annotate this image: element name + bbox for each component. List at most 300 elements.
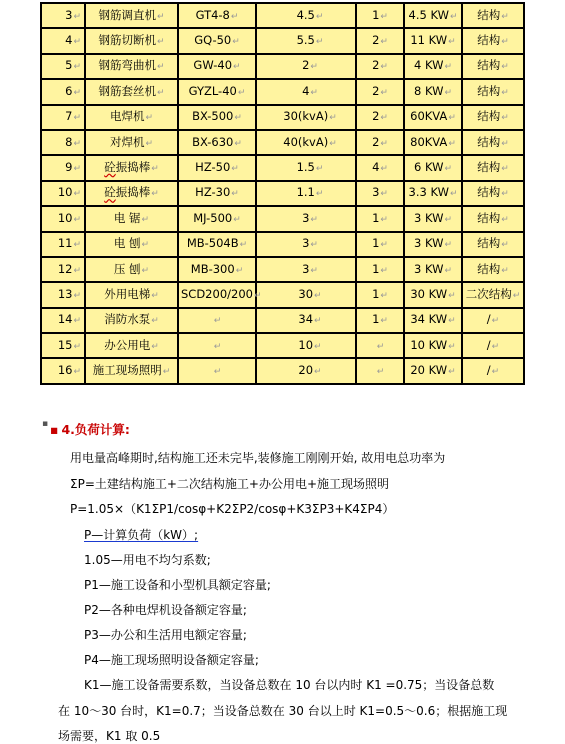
cell-equipment-name — [85, 54, 178, 79]
paragraph-mark-icon: ↵ — [73, 11, 81, 22]
table-row — [41, 282, 524, 307]
cell-equipment-name-text: 钢筋切断机 — [98, 33, 156, 48]
cell-number-text: 9 — [65, 160, 73, 175]
cell-equipment-name — [85, 181, 178, 206]
definition-k1-line2: 在 10～30 台时，K1=0.7；当设备总数在 30 台以上时 K1=0.5～0.6；根据施工现 — [58, 704, 508, 718]
cell-total-power-text: 8 KW — [413, 83, 444, 98]
paragraph-mark-icon: ↵ — [380, 240, 388, 251]
cell-number — [41, 308, 85, 333]
cell-quantity-text: 1 — [372, 312, 380, 327]
table-row — [41, 54, 524, 79]
cell-quantity — [356, 3, 404, 28]
paragraph-mark-icon: ↵ — [162, 367, 171, 378]
equipment-table — [40, 2, 525, 385]
paragraph-mark-icon: ↵ — [310, 214, 318, 225]
cell-equipment-name — [85, 79, 178, 104]
cell-quantity — [356, 358, 404, 383]
paragraph-mark-icon: ↵ — [501, 240, 509, 251]
cell-usage — [462, 28, 524, 53]
cell-rated-power-text: 3 — [302, 236, 310, 251]
paragraph-mark-icon: ↵ — [491, 341, 500, 352]
cell-number-text: 13 — [57, 286, 73, 301]
cell-rated-power — [256, 28, 356, 53]
paragraph-mark-icon: ↵ — [156, 87, 165, 98]
cell-usage — [462, 3, 524, 28]
cell-total-power-text: 80KVA — [410, 134, 448, 149]
cell-quantity-text: 2 — [372, 58, 380, 73]
cell-total-power — [404, 54, 462, 79]
paragraph-mark-icon: ↵ — [233, 62, 241, 73]
cell-number — [41, 358, 85, 383]
paragraph-mark-icon: ↵ — [376, 341, 385, 352]
cell-quantity — [356, 79, 404, 104]
cell-quantity-text: 2 — [372, 33, 380, 48]
cell-total-power — [404, 105, 462, 130]
paragraph-mark-icon: ↵ — [156, 11, 165, 22]
table-row — [41, 3, 524, 28]
cell-model — [178, 333, 256, 358]
paragraph-mark-icon: ↵ — [315, 37, 324, 48]
paragraph-mark-icon: ↵ — [73, 341, 81, 352]
table-row — [41, 232, 524, 257]
cell-total-power — [404, 79, 462, 104]
equipment-table-body — [41, 3, 524, 384]
cell-rated-power — [256, 232, 356, 257]
definition-k1-line3: 场需要，K1 取 0.5 — [58, 729, 161, 743]
cell-equipment-name-text: 砼振捣棒 — [104, 185, 151, 200]
paragraph-mark-icon: ↵ — [73, 138, 81, 149]
cell-usage-text: / — [486, 363, 491, 378]
cell-model — [178, 105, 256, 130]
paragraph-mark-icon: ↵ — [329, 138, 337, 149]
paragraph-mark-icon: ↵ — [232, 37, 240, 48]
paragraph-mark-icon: ↵ — [213, 316, 222, 327]
paragraph-mark-icon: ↵ — [448, 138, 456, 149]
cell-quantity — [356, 308, 404, 333]
cell-total-power — [404, 257, 462, 282]
cell-rated-power-text: 3 — [302, 210, 310, 225]
paragraph-mark-icon: ↵ — [231, 189, 239, 200]
cell-model — [178, 3, 256, 28]
cell-rated-power — [253, 282, 356, 307]
paragraph-mark-icon: ↵ — [380, 290, 388, 301]
paragraph-mark-icon: ↵ — [73, 62, 81, 73]
paragraph-mark-icon: ↵ — [310, 240, 318, 251]
definition-p3: P3—办公和生活用电额定容量; — [84, 628, 247, 642]
cell-quantity-text: 1 — [372, 7, 380, 22]
cell-model-text: GYZL-40 — [188, 83, 237, 98]
cell-model — [178, 54, 256, 79]
cell-total-power-text: 10 KW — [410, 337, 448, 352]
cell-usage — [462, 232, 524, 257]
cell-equipment-name-text: 外用电梯 — [104, 286, 151, 301]
paragraph-mark-icon: ↵ — [380, 164, 388, 175]
paragraph-mark-icon: ↵ — [380, 87, 388, 98]
paragraph-mark-icon: ↵ — [73, 290, 81, 301]
cell-usage-text: 结构 — [477, 160, 501, 175]
cell-quantity-text: 2 — [372, 134, 380, 149]
paragraph-mark-icon: ↵ — [315, 164, 324, 175]
paragraph-mark-icon: ↵ — [151, 341, 159, 352]
section-title: 4.负荷计算: — [61, 422, 130, 437]
paragraph-mark-icon: ↵ — [253, 290, 262, 301]
paragraph-mark-icon: ↵ — [501, 164, 509, 175]
cell-rated-power-text: 1.1 — [296, 185, 315, 200]
cell-number-text: 16 — [57, 363, 73, 378]
cell-number-text: 6 — [65, 83, 73, 98]
paragraph-mark-icon: ↵ — [73, 189, 81, 200]
table-row — [41, 28, 524, 53]
table-row — [41, 308, 524, 333]
cell-rated-power-text: 2 — [302, 58, 310, 73]
paragraph-mark-icon: ↵ — [380, 62, 388, 73]
cell-number-text: 8 — [65, 134, 73, 149]
cell-equipment-name-text: 办公用电 — [104, 337, 151, 352]
paragraph-mark-icon: ↵ — [444, 87, 453, 98]
cell-equipment-name — [85, 206, 178, 231]
cell-total-power — [404, 28, 462, 53]
table-row — [41, 206, 524, 231]
paragraph-mark-icon: ↵ — [380, 37, 388, 48]
paragraph-mark-icon: ↵ — [73, 87, 81, 98]
paragraph-mark-icon: ↵ — [239, 240, 248, 251]
cell-quantity — [356, 181, 404, 206]
cell-model — [178, 79, 256, 104]
cell-usage-text: 结构 — [477, 134, 501, 149]
paragraph-mark-icon: ↵ — [501, 189, 509, 200]
paragraph-mark-icon: ↵ — [310, 265, 318, 276]
cell-model-text: HZ-30 — [195, 185, 231, 200]
definition-coefficient: 1.05—用电不均匀系数; — [84, 553, 211, 567]
cell-number — [41, 130, 85, 155]
paragraph-mark-icon: ↵ — [145, 138, 154, 149]
cell-quantity — [356, 333, 404, 358]
cell-number — [41, 181, 85, 206]
paragraph-mark-icon: ↵ — [501, 113, 509, 124]
table-row — [41, 181, 524, 206]
cell-usage — [462, 257, 524, 282]
paragraph-mark-icon: ↵ — [380, 11, 388, 22]
cell-model — [178, 232, 256, 257]
cell-usage — [462, 206, 524, 231]
cell-number-text: 15 — [57, 337, 73, 352]
paragraph-mark-icon: ↵ — [444, 62, 453, 73]
cell-total-power-text: 3 KW — [413, 210, 444, 225]
paragraph-mark-icon: ↵ — [151, 164, 159, 175]
cell-usage-text: 结构 — [477, 210, 501, 225]
paragraph-mark-icon: ↵ — [501, 138, 509, 149]
cell-rated-power-text: 4 — [302, 83, 310, 98]
cell-model-text: GQ-50 — [194, 33, 232, 48]
paragraph-mark-icon: ↵ — [448, 113, 456, 124]
cell-rated-power-text: 5.5 — [296, 33, 315, 48]
cell-usage-text: 结构 — [477, 58, 501, 73]
cell-quantity — [356, 206, 404, 231]
paragraph-mark-icon: ↵ — [314, 316, 322, 327]
cell-quantity-text: 1 — [372, 286, 380, 301]
paragraph-sum-formula: ΣP=土建结构施工+二次结构施工+办公用电+施工现场照明 — [70, 477, 390, 491]
cell-equipment-name-text: 压 刨 — [113, 261, 141, 276]
paragraph-mark-icon: ↵ — [444, 265, 453, 276]
cell-number — [41, 54, 85, 79]
cell-total-power — [404, 206, 462, 231]
paragraph-mark-icon: ↵ — [501, 11, 509, 22]
cell-number — [41, 79, 85, 104]
paragraph-mark-icon: ↵ — [501, 214, 509, 225]
cell-quantity — [356, 130, 404, 155]
cell-equipment-name — [85, 155, 178, 180]
paragraph-mark-icon: ↵ — [233, 214, 241, 225]
paragraph-mark-icon: ↵ — [448, 367, 456, 378]
cell-total-power-text: 34 KW — [410, 312, 448, 327]
cell-rated-power — [256, 105, 356, 130]
cell-quantity-text: 4 — [372, 160, 380, 175]
cell-quantity — [356, 257, 404, 282]
paragraph-peak-load: 用电量高峰期时,结构施工还未完毕,装修施工刚刚开始, 故用电总功率为 — [70, 451, 446, 465]
cell-total-power — [404, 333, 462, 358]
paragraph-mark-icon: ↵ — [151, 290, 159, 301]
table-row — [41, 155, 524, 180]
paragraph-mark-icon: ↵ — [449, 189, 458, 200]
cell-number-text: 5 — [65, 58, 73, 73]
definition-p: P—计算负荷（kW）; — [84, 528, 199, 542]
cell-number-text: 10 — [57, 210, 73, 225]
paragraph-mark-icon: ↵ — [73, 37, 81, 48]
table-row — [41, 333, 524, 358]
cell-usage — [462, 333, 524, 358]
cell-number-text: 10 — [57, 185, 73, 200]
paragraph-mark-icon: ↵ — [231, 164, 239, 175]
cell-rated-power-text: 20 — [298, 363, 314, 378]
cell-equipment-name-text: 对焊机 — [109, 134, 145, 149]
paragraph-mark-icon: ↵ — [73, 164, 81, 175]
cell-rated-power — [256, 130, 356, 155]
cell-number-text: 3 — [65, 7, 73, 22]
cell-usage-text: / — [486, 312, 491, 327]
cell-equipment-name-text: 消防水泵 — [104, 312, 151, 327]
cell-model-text: SCD200/200 — [181, 286, 253, 301]
cell-model — [178, 28, 256, 53]
paragraph-mark-icon: ↵ — [141, 265, 150, 276]
cell-total-power — [404, 232, 462, 257]
cell-usage — [462, 79, 524, 104]
paragraph-mark-icon: ↵ — [501, 37, 509, 48]
table-row — [41, 130, 524, 155]
cell-equipment-name-text: 砼振捣棒 — [104, 160, 151, 175]
cell-quantity — [356, 54, 404, 79]
paragraph-mark-icon: ↵ — [73, 214, 81, 225]
table-row — [41, 79, 524, 104]
paragraph-mark-icon: ↵ — [380, 316, 388, 327]
cell-total-power-text: 11 KW — [410, 33, 448, 48]
cell-rated-power — [256, 155, 356, 180]
cell-number — [41, 3, 85, 28]
cell-usage — [462, 54, 524, 79]
paragraph-mark-icon: ↵ — [230, 11, 239, 22]
cell-usage-text: / — [486, 337, 491, 352]
cell-model-text: BX-630 — [192, 134, 234, 149]
paragraph-mark-icon: ↵ — [213, 367, 222, 378]
cell-usage-text: 结构 — [477, 7, 501, 22]
paragraph-mark-icon: ↵ — [501, 87, 509, 98]
definition-p2: P2—各种电焊机设备额定容量; — [84, 603, 247, 617]
section-bullet-icon: ▪ — [50, 422, 59, 437]
cell-total-power-text: 4 KW — [413, 58, 444, 73]
cell-equipment-name-text: 电焊机 — [109, 109, 145, 124]
cell-rated-power-text: 3 — [302, 261, 310, 276]
list-marker-icon: ▪ — [42, 419, 49, 429]
cell-equipment-name-text: 钢筋弯曲机 — [98, 58, 156, 73]
cell-total-power-text: 30 KW — [410, 286, 448, 301]
cell-quantity — [356, 105, 404, 130]
paragraph-mark-icon: ↵ — [380, 189, 388, 200]
cell-quantity-text: 2 — [372, 83, 380, 98]
cell-quantity — [356, 282, 404, 307]
cell-model-text: MB-300 — [190, 261, 235, 276]
paragraph-mark-icon: ↵ — [380, 138, 388, 149]
cell-equipment-name — [85, 282, 178, 307]
cell-total-power-text: 3 KW — [413, 261, 444, 276]
cell-total-power-text: 4.5 KW — [408, 7, 449, 22]
cell-total-power-text: 3 KW — [413, 236, 444, 251]
paragraph-load-formula: P=1.05×（K1ΣP1/cosφ+K2ΣP2/cosφ+K3ΣP3+K4ΣP4） — [70, 502, 395, 516]
paragraph-mark-icon: ↵ — [141, 214, 150, 225]
cell-number-text: 12 — [57, 261, 73, 276]
cell-rated-power — [256, 257, 356, 282]
cell-model — [178, 155, 256, 180]
cell-rated-power-text: 40(kvA) — [283, 134, 329, 149]
cell-usage — [462, 181, 524, 206]
cell-number-text: 14 — [57, 312, 73, 327]
cell-rated-power — [256, 79, 356, 104]
paragraph-mark-icon: ↵ — [310, 62, 318, 73]
cell-equipment-name — [85, 333, 178, 358]
paragraph-mark-icon: ↵ — [145, 113, 154, 124]
paragraph-mark-icon: ↵ — [315, 11, 324, 22]
cell-equipment-name — [85, 257, 178, 282]
cell-equipment-name-text: 电 锯 — [113, 210, 141, 225]
definition-p1: P1—施工设备和小型机具额定容量; — [84, 578, 271, 592]
cell-quantity-text: 1 — [372, 261, 380, 276]
paragraph-mark-icon: ↵ — [449, 11, 458, 22]
cell-model — [178, 358, 256, 383]
paragraph-mark-icon: ↵ — [73, 240, 81, 251]
paragraph-mark-icon: ↵ — [444, 240, 453, 251]
paragraph-mark-icon: ↵ — [448, 290, 456, 301]
cell-model — [178, 257, 256, 282]
table-row — [41, 257, 524, 282]
cell-rated-power — [256, 358, 356, 383]
cell-usage — [462, 282, 524, 307]
paragraph-mark-icon: ↵ — [235, 265, 244, 276]
cell-model-text: GT4-8 — [195, 7, 230, 22]
paragraph-mark-icon: ↵ — [156, 62, 165, 73]
paragraph-mark-icon: ↵ — [156, 37, 165, 48]
cell-equipment-name-text: 施工现场照明 — [92, 363, 162, 378]
cell-equipment-name — [85, 130, 178, 155]
cell-model — [178, 130, 256, 155]
cell-rated-power-text: 4.5 — [296, 7, 315, 22]
cell-number — [41, 333, 85, 358]
cell-total-power — [404, 282, 462, 307]
paragraph-mark-icon: ↵ — [315, 189, 324, 200]
cell-number — [41, 206, 85, 231]
table-row — [41, 358, 524, 383]
cell-rated-power — [256, 181, 356, 206]
cell-equipment-name — [85, 308, 178, 333]
cell-total-power — [404, 130, 462, 155]
cell-model-text: HZ-50 — [195, 160, 231, 175]
cell-equipment-name — [85, 232, 178, 257]
paragraph-mark-icon: ↵ — [444, 214, 453, 225]
paragraph-mark-icon: ↵ — [501, 265, 509, 276]
cell-quantity-text: 1 — [372, 210, 380, 225]
cell-usage — [462, 130, 524, 155]
cell-usage-text: 二次结构 — [465, 286, 512, 301]
cell-rated-power — [256, 206, 356, 231]
cell-total-power-text: 3.3 KW — [408, 185, 449, 200]
cell-rated-power-text: 1.5 — [296, 160, 315, 175]
cell-quantity — [356, 155, 404, 180]
cell-equipment-name — [85, 3, 178, 28]
cell-rated-power — [256, 333, 356, 358]
cell-usage — [462, 358, 524, 383]
cell-quantity — [356, 28, 404, 53]
cell-quantity-text: 1 — [372, 236, 380, 251]
cell-usage-text: 结构 — [477, 109, 501, 124]
cell-model — [178, 206, 256, 231]
section-heading — [50, 420, 130, 438]
cell-quantity-text: 3 — [372, 185, 380, 200]
cell-total-power — [404, 3, 462, 28]
cell-model — [178, 181, 256, 206]
paragraph-mark-icon: ↵ — [448, 341, 456, 352]
cell-number — [41, 257, 85, 282]
cell-total-power — [404, 308, 462, 333]
paragraph-mark-icon: ↵ — [314, 341, 322, 352]
paragraph-mark-icon: ↵ — [310, 87, 318, 98]
cell-number — [41, 105, 85, 130]
paragraph-mark-icon: ↵ — [448, 316, 456, 327]
cell-usage-text: 结构 — [477, 83, 501, 98]
cell-equipment-name-text: 电 刨 — [113, 236, 141, 251]
cell-model-text: GW-40 — [193, 58, 233, 73]
cell-number — [41, 282, 85, 307]
cell-equipment-name-text: 钢筋套丝机 — [98, 83, 156, 98]
cell-model — [178, 282, 262, 307]
cell-quantity-text: 2 — [372, 109, 380, 124]
cell-rated-power — [256, 308, 356, 333]
cell-number-text: 11 — [57, 236, 73, 251]
paragraph-mark-icon: ↵ — [380, 214, 388, 225]
cell-number — [41, 28, 85, 53]
cell-rated-power-text: 34 — [298, 312, 314, 327]
cell-usage-text: 结构 — [477, 33, 501, 48]
paragraph-mark-icon: ↵ — [314, 367, 322, 378]
paragraph-mark-icon: ↵ — [501, 62, 509, 73]
cell-number — [41, 155, 85, 180]
cell-usage — [462, 105, 524, 130]
cell-usage — [462, 308, 524, 333]
paragraph-mark-icon: ↵ — [234, 113, 242, 124]
cell-total-power — [404, 155, 462, 180]
paragraph-mark-icon: ↵ — [213, 341, 222, 352]
paragraph-mark-icon: ↵ — [141, 240, 150, 251]
cell-number — [41, 232, 85, 257]
cell-rated-power-text: 10 — [298, 337, 314, 352]
table-row — [41, 105, 524, 130]
cell-rated-power — [256, 3, 356, 28]
